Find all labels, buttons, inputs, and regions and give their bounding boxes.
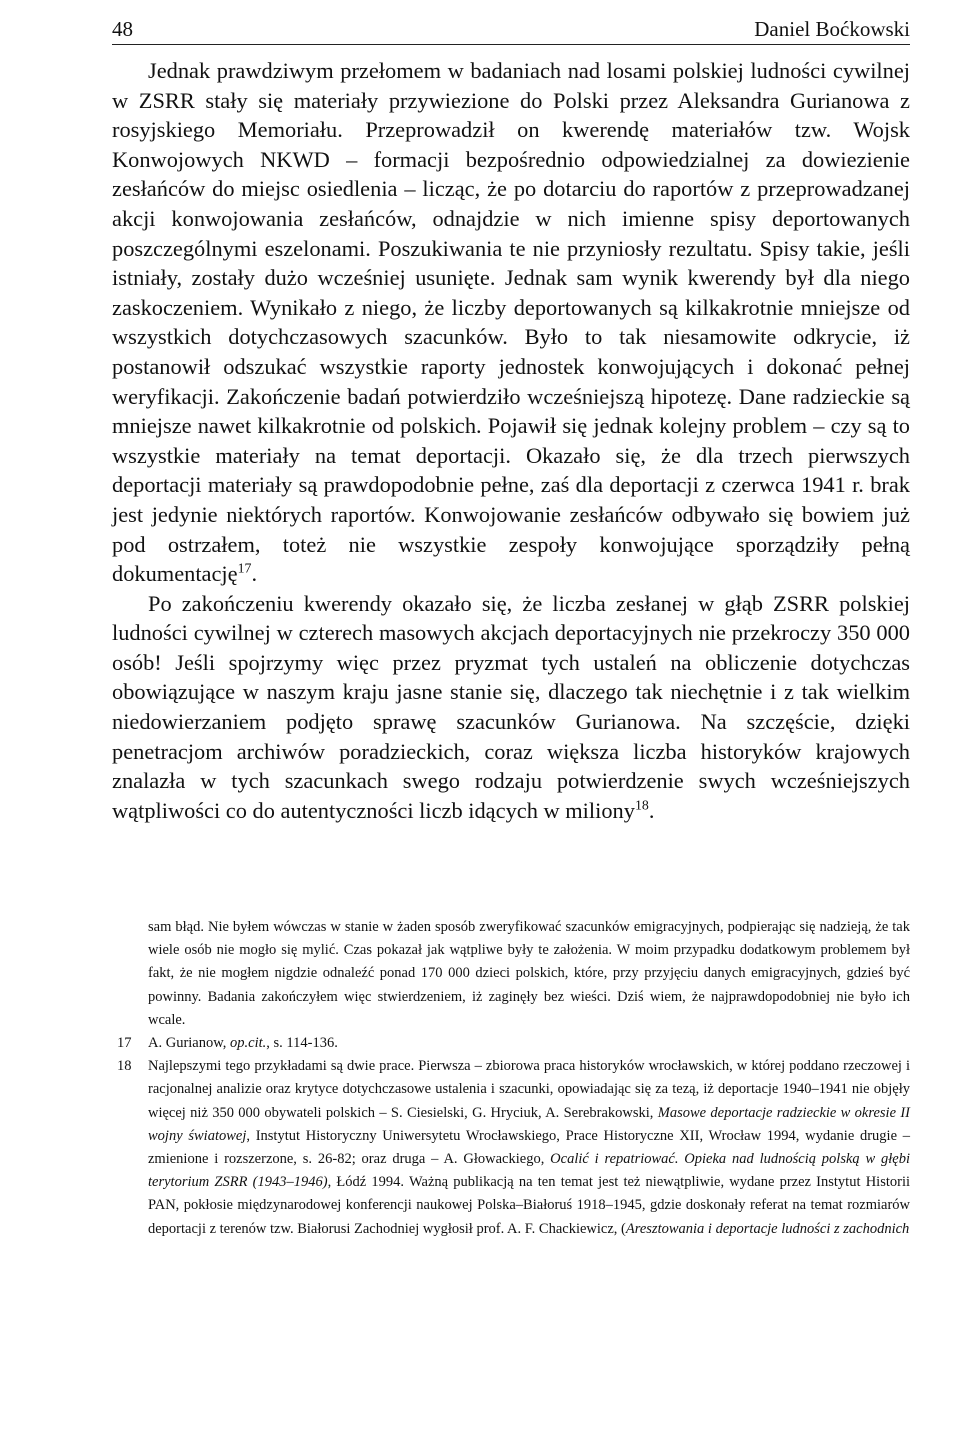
footnote-ref-18: 18 (634, 798, 649, 814)
footnote-17-number: 17 (117, 1035, 132, 1052)
paragraph-1-end: . (251, 561, 258, 587)
paragraph-2 (112, 589, 910, 826)
footnote-18-part-a: Najlepszymi tego przykładami są dwie prace. Pierwsza – zbiorowa praca historyków wrocławskich, w której poddano rzeczowej i racjonalnej analizie oraz krytyce dotychczasowe ustalenia i szacunki, opowiadając się za tezą, iż deportacje 1940–1941 nie objęły więcej niż 350 000 obywateli polskich – S. Ciesielski, G. Hryciuk, A. Serebrakowski, (148, 1058, 910, 1121)
footnote-18-part-b: Masowe deportacje radzieckie w okresie II wojny światowej (148, 1104, 911, 1144)
footnote-18-part-e: , Łódź 1994. Ważną publikacją na ten temat jest też niewątpliwie, wydane przez Instytut Historii PAN, pokłosie międzynarodowej konferencji naukowej Polska–Białoruś 1918–1945, gdzie doskonały referat na temat rozmiarów deportacji z terenów tzw. Białorusi Zachodniej wygłosił prof. A. F. Chackiewicz, ( (148, 1174, 911, 1237)
footnote-18 (112, 1055, 910, 1241)
footnotes (112, 916, 910, 1241)
header-rule (112, 44, 910, 45)
footnote-ref-17: 17 (237, 561, 252, 577)
footnote-18-part-d: Ocalić i repatriować. Opieka nad ludnością polską w głębi terytorium ZSRR (1943–1946) (148, 1151, 910, 1191)
footnote-17 (112, 1032, 910, 1055)
paragraph-1 (112, 56, 910, 589)
running-head-author: Daniel Boćkowski (754, 17, 910, 41)
main-text (112, 56, 910, 825)
paragraph-2-text: Po zakończeniu kwerendy okazało się, że liczba zesłanej w głąb ZSRR polskiej ludności cywilnej w czterech masowych akcjach deportacyjnych nie przekroczy 350 000 osób! Jeśli spojrzymy więc przez pryzmat tych ustaleń na obliczenie dotychczas obowiązujące w naszym kraju jasne stanie się, dlaczego tak niechętnie i z tak wielkim niedowierzaniem podjęto sprawę szacunków Gurianowa. Na szczęście, dzięki penetracjom archiwów poradzieckich, coraz większa liczba historyków krajowych znalazła w tych szacunkach swego rodzaju potwierdzenie swych wcześniejszych wątpliwości co do autentyczności liczb idących w miliony (112, 590, 910, 823)
paragraph-2-end: . (648, 797, 655, 823)
running-header (112, 14, 910, 44)
footnote-17-part-c: , s. 114-136. (266, 1035, 338, 1052)
footnote-17-part-a: A. Gurianow, (148, 1035, 231, 1052)
footnote-18-number: 18 (117, 1058, 132, 1075)
page (112, 0, 910, 1433)
paragraph-1-text: Jednak prawdziwym przełomem w badaniach nad losami polskiej ludności cywilnej w ZSRR stały się materiały przywiezione do Polski przez Aleksandra Gurianowa z rosyjskiego Memoriału. Przeprowadził on kwerendę materiałów tzw. Wojsk Konwojowych NKWD – formacji bezpośrednio odpowiedzialnej za dowiezienie zesłańców do miejsc osiedlenia – licząc, że po dotarciu do raportów z przeprowadzanej akcji konwojowania zesłańców, odnajdzie w nich imienne spisy deportowanych poszczególnymi eszelonami. Poszukiwania te nie przyniosły rezultatu. Spisy takie, jeśli istniały, zostały dużo wcześniej usunięte. Jednak sam wynik kwerendy był dla niego zaskoczeniem. Wynikało z niego, że liczby deportowanych są kilkakrotnie mniejsze od wszystkich dotychczasowych szacunków. Było to tak niesamowite odkrycie, iż postanowił odszukać wszystkie raporty jednostek konwojujących i dokonać pełnej weryfikacji. Zakończenie badań potwierdziło wcześniejszą hipotezę. Dane radzieckie są mniejsze nawet kilkakrotnie od polskich. Pojawił się jednak kolejny problem – czy są to wszystkie materiały na temat deportacji. Okazało się, że dla trzech pierwszych deportacji materiały są prawdopodobnie pełne, zaś dla deportacji z czerwca 1941 r. brak jest jedynie niektórych raportów. Konwojowanie zesłańców odbywało się bowiem już pod ostrzałem, toteż nie wszystkie zespoły konwojujące sporządziły pełną dokumentację (112, 58, 910, 587)
footnote-17-text (148, 1035, 338, 1051)
footnote-18-part-c: , Instytut Historyczny Uniwersytetu Wrocławskiego, Prace Historyczne XII, Wrocław 1994, wydanie drugie – zmienione i rozszerzone, s. 26-82; oraz druga – A. Głowackiego, (148, 1127, 910, 1168)
footnote-17-part-b: op.cit. (230, 1035, 267, 1052)
footnote-continuation: sam błąd. Nie byłem wówczas w stanie w żaden sposób zweryfikować szacunków emigracyjnych, podpierając się nadzieją, że tak wiele osób nie mogło się mylić. Czas pokazał jak wątpliwe były te założenia. W moim przypadku dodatkowym problemem był fakt, że nie mogłem nigdzie odnaleźć ponad 170 000 dzieci polskich, które, przy przyjęciu danych emigracyjnych, gdzieś być powinny. Badania zakończyłem więc stwierdzeniem, iż zaginęły bez wieści. Dziś wiem, że najprawdopodobniej nie było ich wcale. (148, 919, 910, 1028)
footnote-18-part-f: Aresztowania i deportacje ludności z zachodnich (625, 1220, 910, 1237)
footnote-18-text (148, 1058, 910, 1236)
page-number: 48 (112, 17, 133, 41)
